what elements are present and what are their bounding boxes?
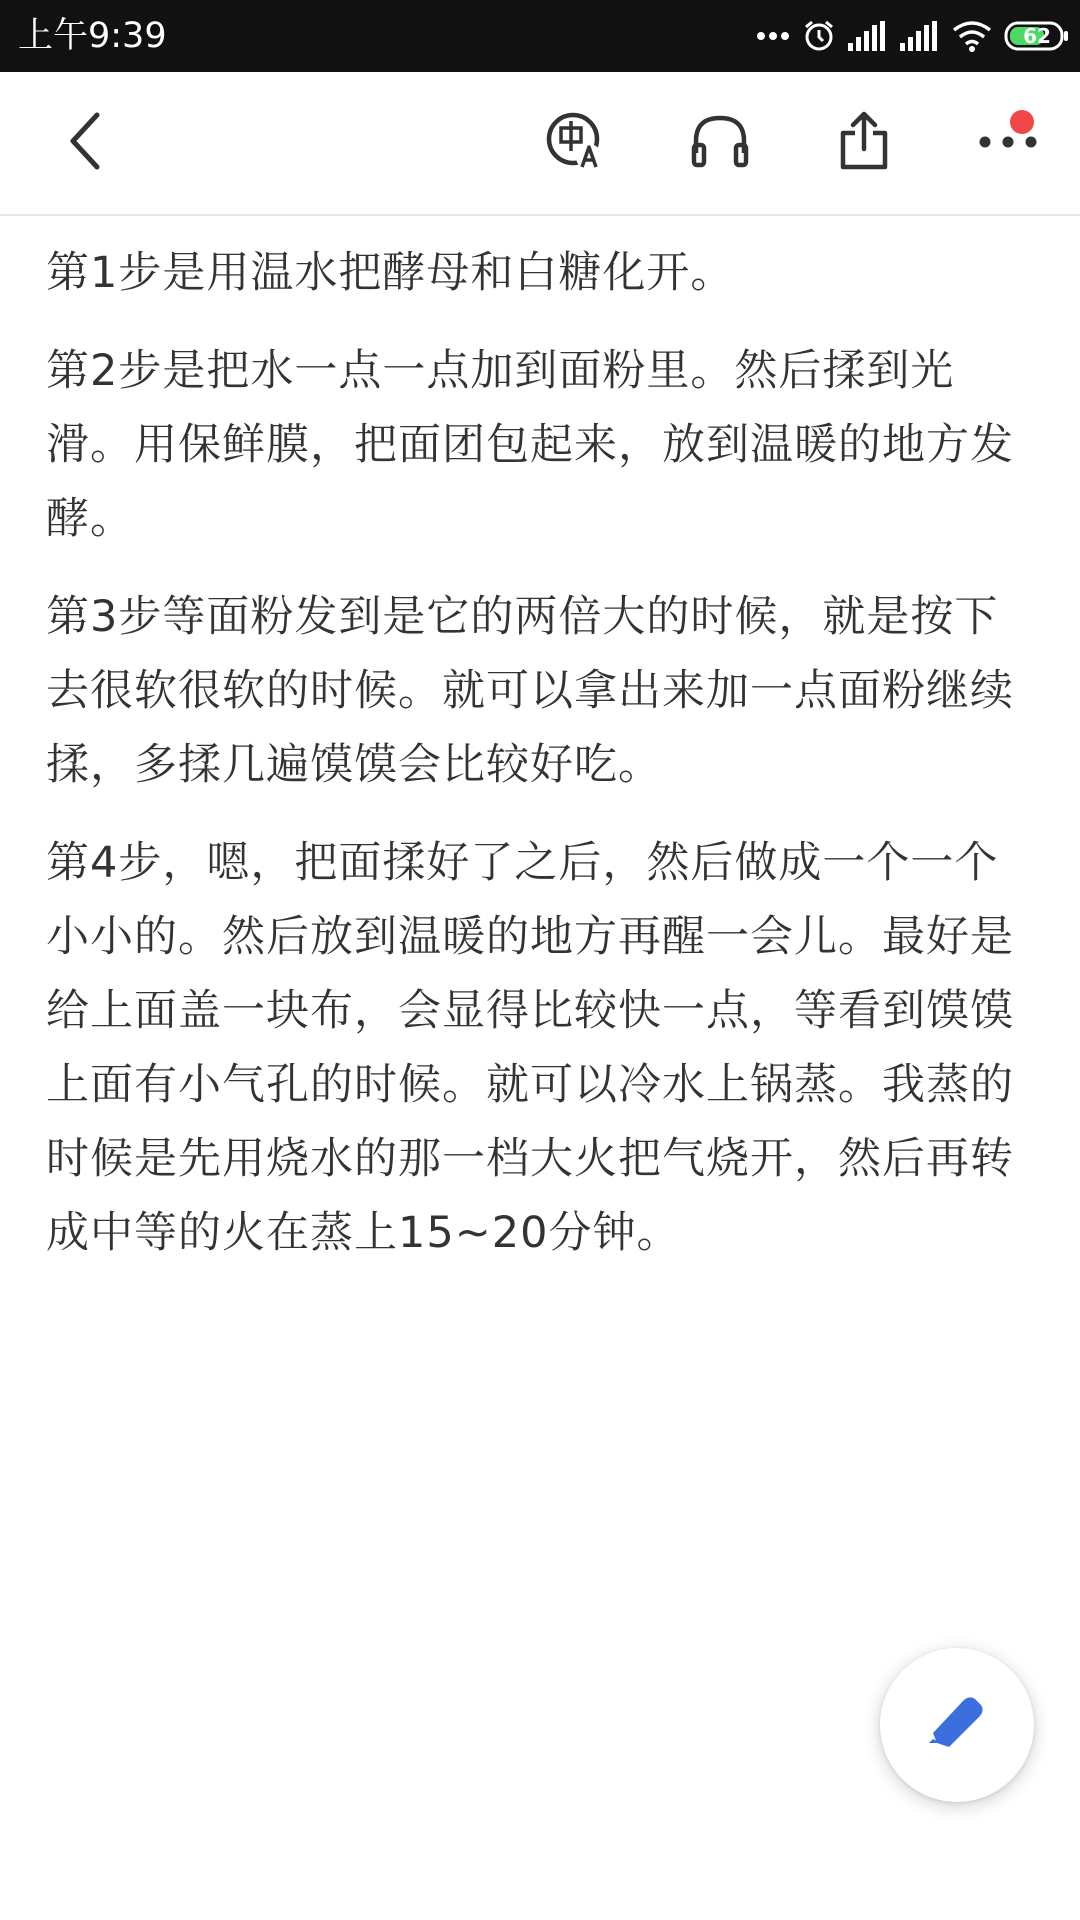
signal-icon <box>900 21 940 51</box>
paragraph: 第4步，嗯，把面揉好了之后，然后做成一个一个小小的。然后放到温暖的地方再醒一会儿。最好是给上面盖一块布，会显得比较快一点，等看到馍馍上面有小气孔的时候。就可以冷水上锅蒸。我蒸的时候是先用烧水的那一档大火把气烧开，然后再转成中等的火在蒸上15~20分钟。 <box>46 838 1014 1258</box>
headphones-icon <box>690 113 750 173</box>
more-dots-icon <box>756 31 790 41</box>
status-time: 上午9:39 <box>18 16 167 56</box>
notification-badge <box>1010 110 1034 134</box>
alarm-icon <box>802 19 836 53</box>
status-icons <box>756 14 1070 58</box>
translate-icon <box>545 111 605 175</box>
paragraph: 第2步是把水一点一点加到面粉里。然后揉到光滑。用保鲜膜，把面团包起来，放到温暖的地方发酵。 <box>46 346 1014 544</box>
back-button[interactable] <box>35 72 135 214</box>
battery-icon <box>1004 21 1070 51</box>
share-icon <box>837 111 891 175</box>
paragraph: 第3步等面粉发到是它的两倍大的时候，就是按下去很软很软的时候。就可以拿出来加一点面粉继续揉，多揉几遍馍馍会比较好吃。 <box>46 592 1014 790</box>
paragraph: 第1步是用温水把酵母和白糖化开。 <box>46 248 735 298</box>
listen-button[interactable] <box>670 72 770 214</box>
share-button[interactable] <box>814 72 914 214</box>
wifi-icon <box>952 20 992 52</box>
translate-button[interactable] <box>525 72 625 214</box>
toolbar <box>0 72 1080 216</box>
article-content <box>46 236 1036 1294</box>
battery-level: 62 <box>1023 24 1051 48</box>
more-button[interactable] <box>958 72 1058 214</box>
back-icon <box>65 109 105 177</box>
status-bar <box>0 0 1080 72</box>
more-icon <box>978 134 1038 153</box>
edit-button[interactable] <box>880 1648 1034 1802</box>
signal-icon <box>848 21 888 51</box>
pencil-icon <box>927 1697 987 1753</box>
